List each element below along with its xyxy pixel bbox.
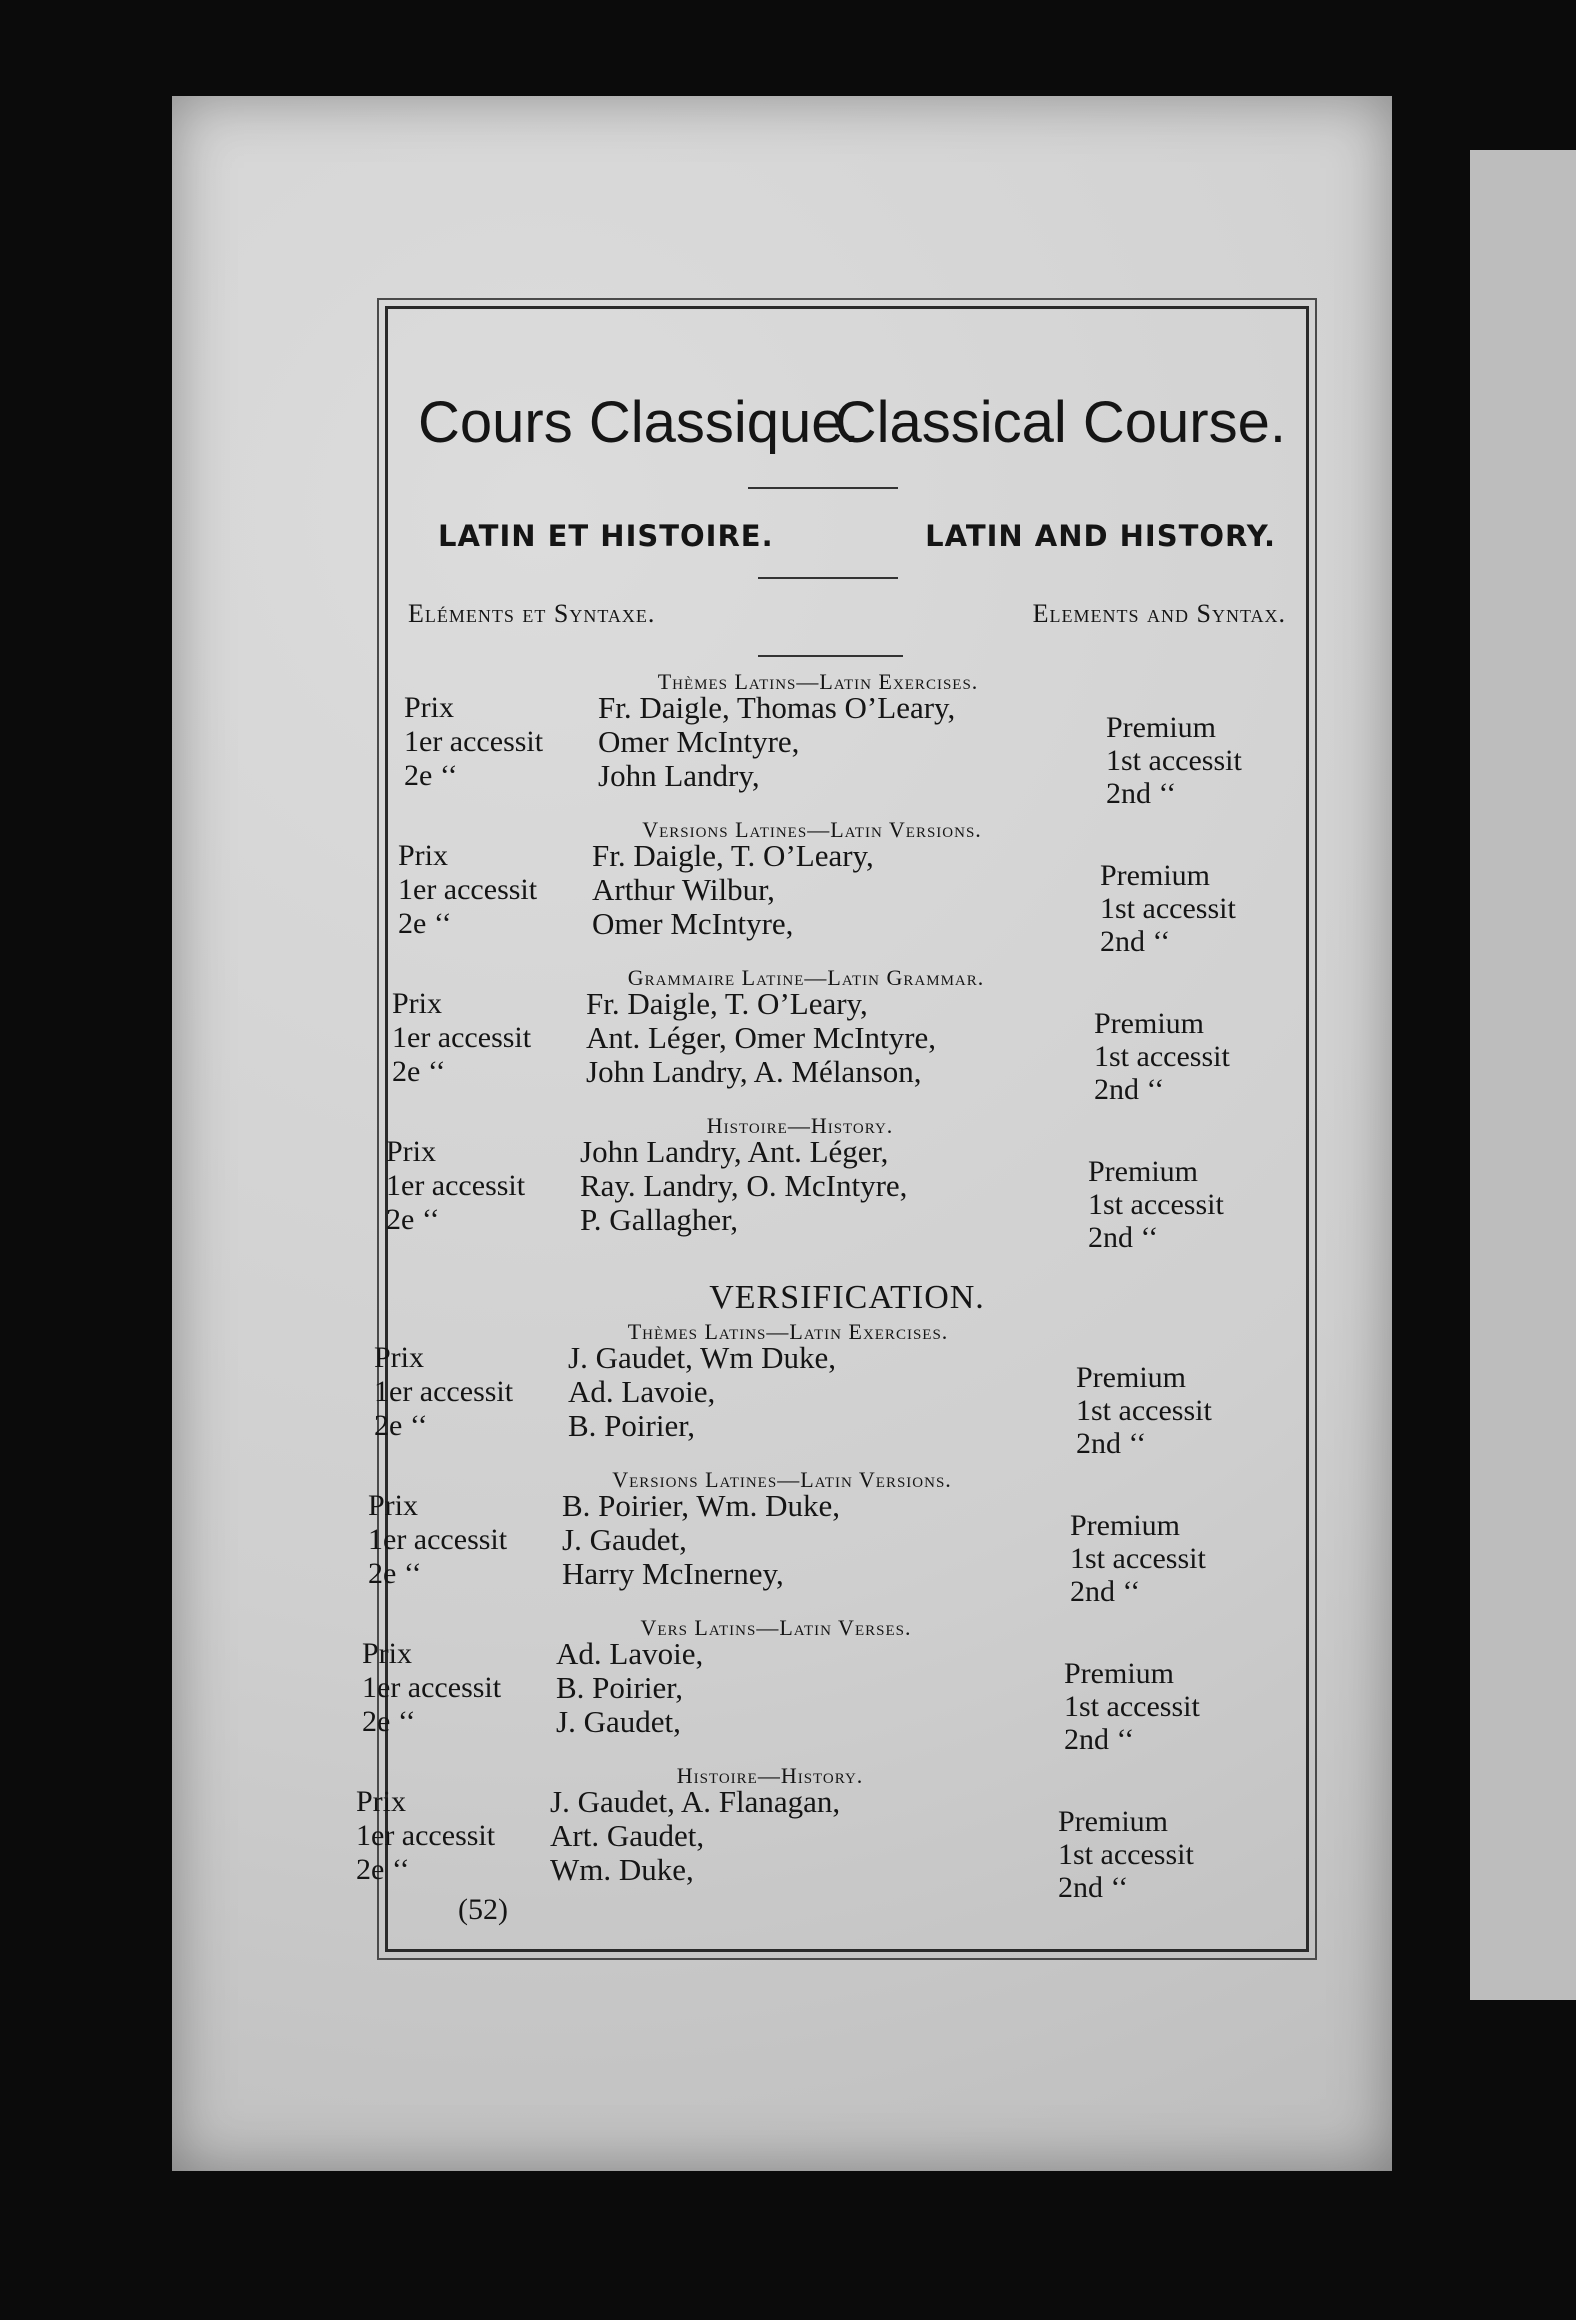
title-row <box>418 389 1286 469</box>
col-left-column <box>362 1637 532 1739</box>
prize-label-en: 2nd ‘‘ <box>1058 1871 1129 1904</box>
col-right-column <box>1106 711 1296 810</box>
prize-label-en: Premium <box>1094 1007 1204 1040</box>
adjacent-page-edge <box>1470 150 1576 2000</box>
prize-label-fr: 1er accessit <box>356 1819 496 1852</box>
group-heading: Grammaire Latine—Latin Grammar. <box>627 965 985 990</box>
prize-label-fr: 2e ‘‘ <box>398 907 452 940</box>
prize-label-fr: 1er accessit <box>392 1021 532 1054</box>
group-heading: Versions Latines—Latin Versions. <box>612 1467 952 1492</box>
prize-label-en: Premium <box>1100 859 1210 892</box>
title-french: Cours Classique. <box>418 390 860 455</box>
col-right-column <box>1070 1509 1260 1608</box>
col-mid-column <box>598 691 1078 793</box>
group-heading: Versions Latines—Latin Versions. <box>642 817 982 842</box>
prize-label-en: 1st accessit <box>1064 1690 1200 1723</box>
prize-label-en: 2nd ‘‘ <box>1064 1723 1135 1756</box>
prize-label-fr: 1er accessit <box>398 873 538 906</box>
subtitle-english: LATIN AND HISTORY. <box>925 519 1276 553</box>
group-heading: Histoire—History. <box>676 1763 864 1788</box>
student-name: Arthur Wilbur, <box>592 872 775 907</box>
col-left-column <box>356 1785 526 1887</box>
student-name: Art. Gaudet, <box>550 1818 705 1853</box>
prize-label-en: 2nd ‘‘ <box>1076 1427 1147 1460</box>
student-name: John Landry, A. Mélanson, <box>586 1054 922 1089</box>
section-french: Eléments et Syntaxe. <box>408 599 656 628</box>
student-name: Harry McInerney, <box>562 1556 784 1591</box>
col-left-column <box>374 1341 544 1443</box>
student-name: J. Gaudet, A. Flanagan, <box>550 1784 841 1819</box>
page-frame <box>356 306 1309 1952</box>
prize-label-fr: Prix <box>356 1785 407 1818</box>
prize-label-fr: 2e ‘‘ <box>362 1705 416 1738</box>
col-right-column <box>1064 1657 1254 1756</box>
student-name: Fr. Daigle, Thomas O’Leary, <box>598 690 956 725</box>
prize-label-fr: 2e ‘‘ <box>392 1055 446 1088</box>
title-english: Classical Course. <box>834 390 1286 455</box>
student-name: J. Gaudet, Wm Duke, <box>568 1340 837 1375</box>
student-name: J. Gaudet, <box>556 1704 681 1739</box>
section-english: Elements and Syntax. <box>1032 599 1286 628</box>
prize-group <box>388 669 1306 819</box>
prize-label-fr: Prix <box>392 987 443 1020</box>
student-name: Ray. Landry, O. McIntyre, <box>580 1168 908 1203</box>
col-left-column <box>392 987 562 1089</box>
col-mid-column <box>568 1341 1048 1443</box>
col-mid-column <box>562 1489 1042 1591</box>
prize-label-en: 2nd ‘‘ <box>1100 925 1171 958</box>
prize-group <box>340 1763 1258 1913</box>
col-right-column <box>1094 1007 1284 1106</box>
student-name: B. Poirier, <box>556 1670 684 1705</box>
prize-label-en: 1st accessit <box>1106 744 1242 777</box>
group-heading: Thèmes Latins—Latin Exercises. <box>657 669 979 694</box>
prize-label-fr: 2e ‘‘ <box>368 1557 422 1590</box>
prize-label-en: 2nd ‘‘ <box>1106 777 1177 810</box>
student-name: John Landry, <box>598 758 760 793</box>
prize-label-fr: 1er accessit <box>362 1671 502 1704</box>
prize-label-en: 1st accessit <box>1076 1394 1212 1427</box>
student-name: Wm. Duke, <box>550 1852 694 1887</box>
col-right-column <box>1088 1155 1278 1254</box>
page-content <box>356 309 1306 1949</box>
prize-label-en: Premium <box>1076 1361 1186 1394</box>
student-name: Omer McIntyre, <box>598 724 800 759</box>
col-left-column <box>398 839 568 941</box>
prize-label-en: 2nd ‘‘ <box>1070 1575 1141 1608</box>
subtitle-row <box>438 519 1276 569</box>
section-rule <box>758 655 903 657</box>
prize-label-en: 2nd ‘‘ <box>1088 1221 1159 1254</box>
col-mid-column <box>592 839 1072 941</box>
prize-group <box>346 1615 1264 1765</box>
col-mid-column <box>550 1785 1030 1887</box>
col-left-column <box>404 691 574 793</box>
student-name: Fr. Daigle, T. O’Leary, <box>586 986 868 1021</box>
prize-label-en: 1st accessit <box>1094 1040 1230 1073</box>
student-name: P. Gallagher, <box>580 1202 739 1237</box>
prize-group <box>358 1319 1276 1469</box>
prize-label-fr: 2e ‘‘ <box>386 1203 440 1236</box>
prize-group <box>370 1113 1288 1263</box>
prize-label-fr: 1er accessit <box>368 1523 508 1556</box>
col-mid-column <box>586 987 1066 1089</box>
prize-label-fr: Prix <box>404 691 455 724</box>
prize-label-fr: 1er accessit <box>374 1375 514 1408</box>
prize-label-fr: Prix <box>386 1135 437 1168</box>
prize-label-fr: Prix <box>368 1489 419 1522</box>
col-right-column <box>1076 1361 1266 1460</box>
prize-group <box>352 1467 1270 1617</box>
col-mid-column <box>580 1135 1060 1237</box>
group-heading: Histoire—History. <box>706 1113 894 1138</box>
prize-label-en: Premium <box>1106 711 1216 744</box>
prize-label-en: 1st accessit <box>1058 1838 1194 1871</box>
prize-label-fr: Prix <box>374 1341 425 1374</box>
student-name: John Landry, Ant. Léger, <box>580 1134 889 1169</box>
prize-group <box>376 965 1294 1115</box>
prize-label-en: 1st accessit <box>1088 1188 1224 1221</box>
subtitle-rule <box>758 577 898 579</box>
prize-label-fr: Prix <box>362 1637 413 1670</box>
section-row <box>408 599 1286 639</box>
student-name: J. Gaudet, <box>562 1522 687 1557</box>
prize-label-en: Premium <box>1064 1657 1174 1690</box>
col-right-column <box>1058 1805 1248 1904</box>
student-name: B. Poirier, Wm. Duke, <box>562 1488 841 1523</box>
group-heading: Thèmes Latins—Latin Exercises. <box>627 1319 949 1344</box>
prize-label-en: 1st accessit <box>1070 1542 1206 1575</box>
prize-label-en: 1st accessit <box>1100 892 1236 925</box>
col-mid-column <box>556 1637 1036 1739</box>
prize-group <box>382 817 1300 967</box>
prize-label-en: 2nd ‘‘ <box>1094 1073 1165 1106</box>
prize-label-fr: 1er accessit <box>404 725 544 758</box>
student-name: Ad. Lavoie, <box>568 1374 716 1409</box>
student-name: Omer McIntyre, <box>592 906 794 941</box>
prize-label-fr: 2e ‘‘ <box>404 759 458 792</box>
student-name: Fr. Daigle, T. O’Leary, <box>592 838 874 873</box>
prize-label-en: Premium <box>1088 1155 1198 1188</box>
prize-label-fr: Prix <box>398 839 449 872</box>
student-name: Ad. Lavoie, <box>556 1636 704 1671</box>
page-number: (52) <box>458 1893 508 1926</box>
student-name: Ant. Léger, Omer McIntyre, <box>586 1020 936 1055</box>
prize-label-en: Premium <box>1070 1509 1180 1542</box>
student-name: B. Poirier, <box>568 1408 696 1443</box>
prize-label-fr: 2e ‘‘ <box>374 1409 428 1442</box>
versification-heading: VERSIFICATION. <box>709 1279 985 1316</box>
col-left-column <box>386 1135 556 1237</box>
col-right-column <box>1100 859 1290 958</box>
prize-label-en: Premium <box>1058 1805 1168 1838</box>
subtitle-french: LATIN ET HISTOIRE. <box>438 519 774 553</box>
group-heading: Vers Latins—Latin Verses. <box>640 1615 912 1640</box>
prize-label-fr: 1er accessit <box>386 1169 526 1202</box>
prize-label-fr: 2e ‘‘ <box>356 1853 410 1886</box>
col-left-column <box>368 1489 538 1591</box>
title-rule <box>748 487 898 489</box>
